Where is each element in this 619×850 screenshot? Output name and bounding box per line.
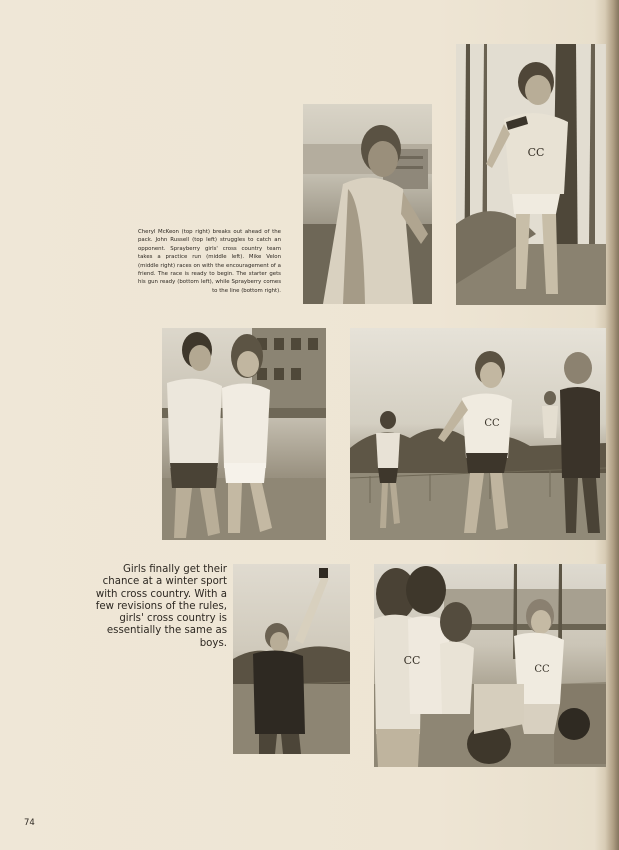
jersey-cc-label: CC xyxy=(534,664,550,675)
photo-mike-velon xyxy=(350,328,606,540)
lead-paragraph: Girls finally get their chance at a winter sport with cross country. With a few revisions of the rules, girls' cross country is essentially the same as boys. xyxy=(95,564,227,649)
photo-starter xyxy=(233,564,350,754)
photo-cheryl-mckeon xyxy=(456,44,606,305)
photo-caption: Cheryl McKeon (top right) breaks out ahead of the pack. John Russell (top left) struggles to catch an opponent. Sprayberry girls' cross country team takes a practice run (middle left). Mike Velon (middle right) races on with the encouragement of a friend. The race is ready to begin. The starter gets his gun ready (bottom left), while Sprayberry comes to the line (bottom right). xyxy=(138,229,281,294)
jersey-cc-label: CC xyxy=(403,654,421,667)
photo-john-russell xyxy=(303,104,432,304)
jersey-cc-label: CC xyxy=(484,418,500,429)
page-number: 74 xyxy=(24,818,35,828)
jersey-cc-label: CC xyxy=(527,146,545,159)
photo-practice-run xyxy=(162,328,326,540)
page-spine-shadow xyxy=(605,0,619,850)
photo-sprayberry-line xyxy=(374,564,606,767)
